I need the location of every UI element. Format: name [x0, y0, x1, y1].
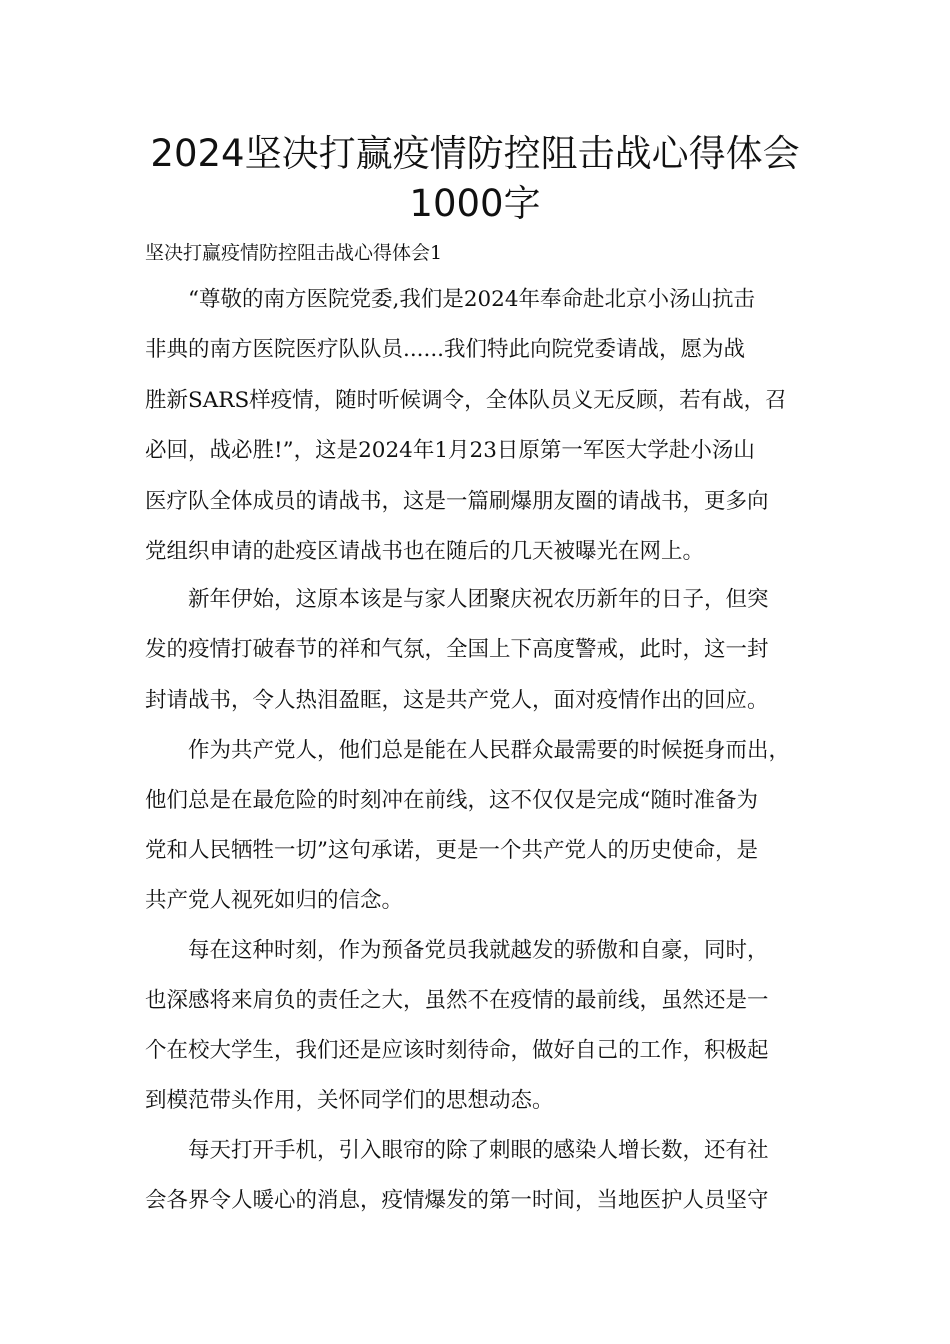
paragraph-line: 胜新SARS样疫情，随时听候调令，全体队员义无反顾，若有战，召 [145, 388, 787, 413]
paragraph-line: 他们总是在最危险的时刻冲在前线，这不仅仅是完成“随时准备为 [145, 788, 758, 813]
paragraph-line: 到模范带头作用，关怀同学们的思想动态。 [145, 1088, 554, 1113]
paragraph-line: 非典的南方医院医疗队队员......我们特此向院党委请战，愿为战 [145, 337, 746, 362]
paragraph-line: 作为共产党人，他们总是能在人民群众最需要的时候挺身而出， [188, 738, 791, 763]
paragraph-line: 新年伊始，这原本该是与家人团聚庆祝农历新年的日子，但突 [188, 587, 769, 612]
paragraph-line: 共产党人视死如归的信念。 [145, 888, 404, 913]
paragraph-line: 个在校大学生，我们还是应该时刻待命，做好自己的工作，积极起 [145, 1038, 769, 1063]
paragraph-line: 每天打开手机，引入眼帘的除了刺眼的感染人增长数，还有社 [188, 1138, 769, 1163]
paragraph-line: 党组织申请的赴疫区请战书也在随后的几天被曝光在网上。 [145, 539, 705, 564]
document-title-line-1: 2024坚决打赢疫情防控阻击战心得体会 [150, 132, 800, 175]
paragraph-line: 封请战书，令人热泪盈眶，这是共产党人，面对疫情作出的回应。 [145, 688, 769, 713]
paragraph-line: 必回，战必胜!”，这是2024年1月23日原第一军医大学赴小汤山 [145, 438, 755, 463]
paragraph-line: “尊敬的南方医院党委,我们是2024年奉命赴北京小汤山抗击 [188, 287, 756, 312]
document-title-line-2: 1000字 [409, 182, 541, 225]
section-subtitle: 坚决打赢疫情防控阻击战心得体会1 [145, 242, 443, 264]
paragraph-line: 党和人民牺牲一切”这句承诺，更是一个共产党人的历史使命，是 [145, 838, 758, 863]
paragraph-line: 会各界令人暖心的消息，疫情爆发的第一时间，当地医护人员坚守 [145, 1188, 769, 1213]
paragraph-line: 每在这种时刻，作为预备党员我就越发的骄傲和自豪，同时， [188, 938, 769, 963]
paragraph-line: 医疗队全体成员的请战书，这是一篇刷爆朋友圈的请战书，更多向 [145, 489, 769, 514]
paragraph-line: 也深感将来肩负的责任之大，虽然不在疫情的最前线，虽然还是一 [145, 988, 769, 1013]
paragraph-line: 发的疫情打破春节的祥和气氛，全国上下高度警戒，此时，这一封 [145, 637, 769, 662]
